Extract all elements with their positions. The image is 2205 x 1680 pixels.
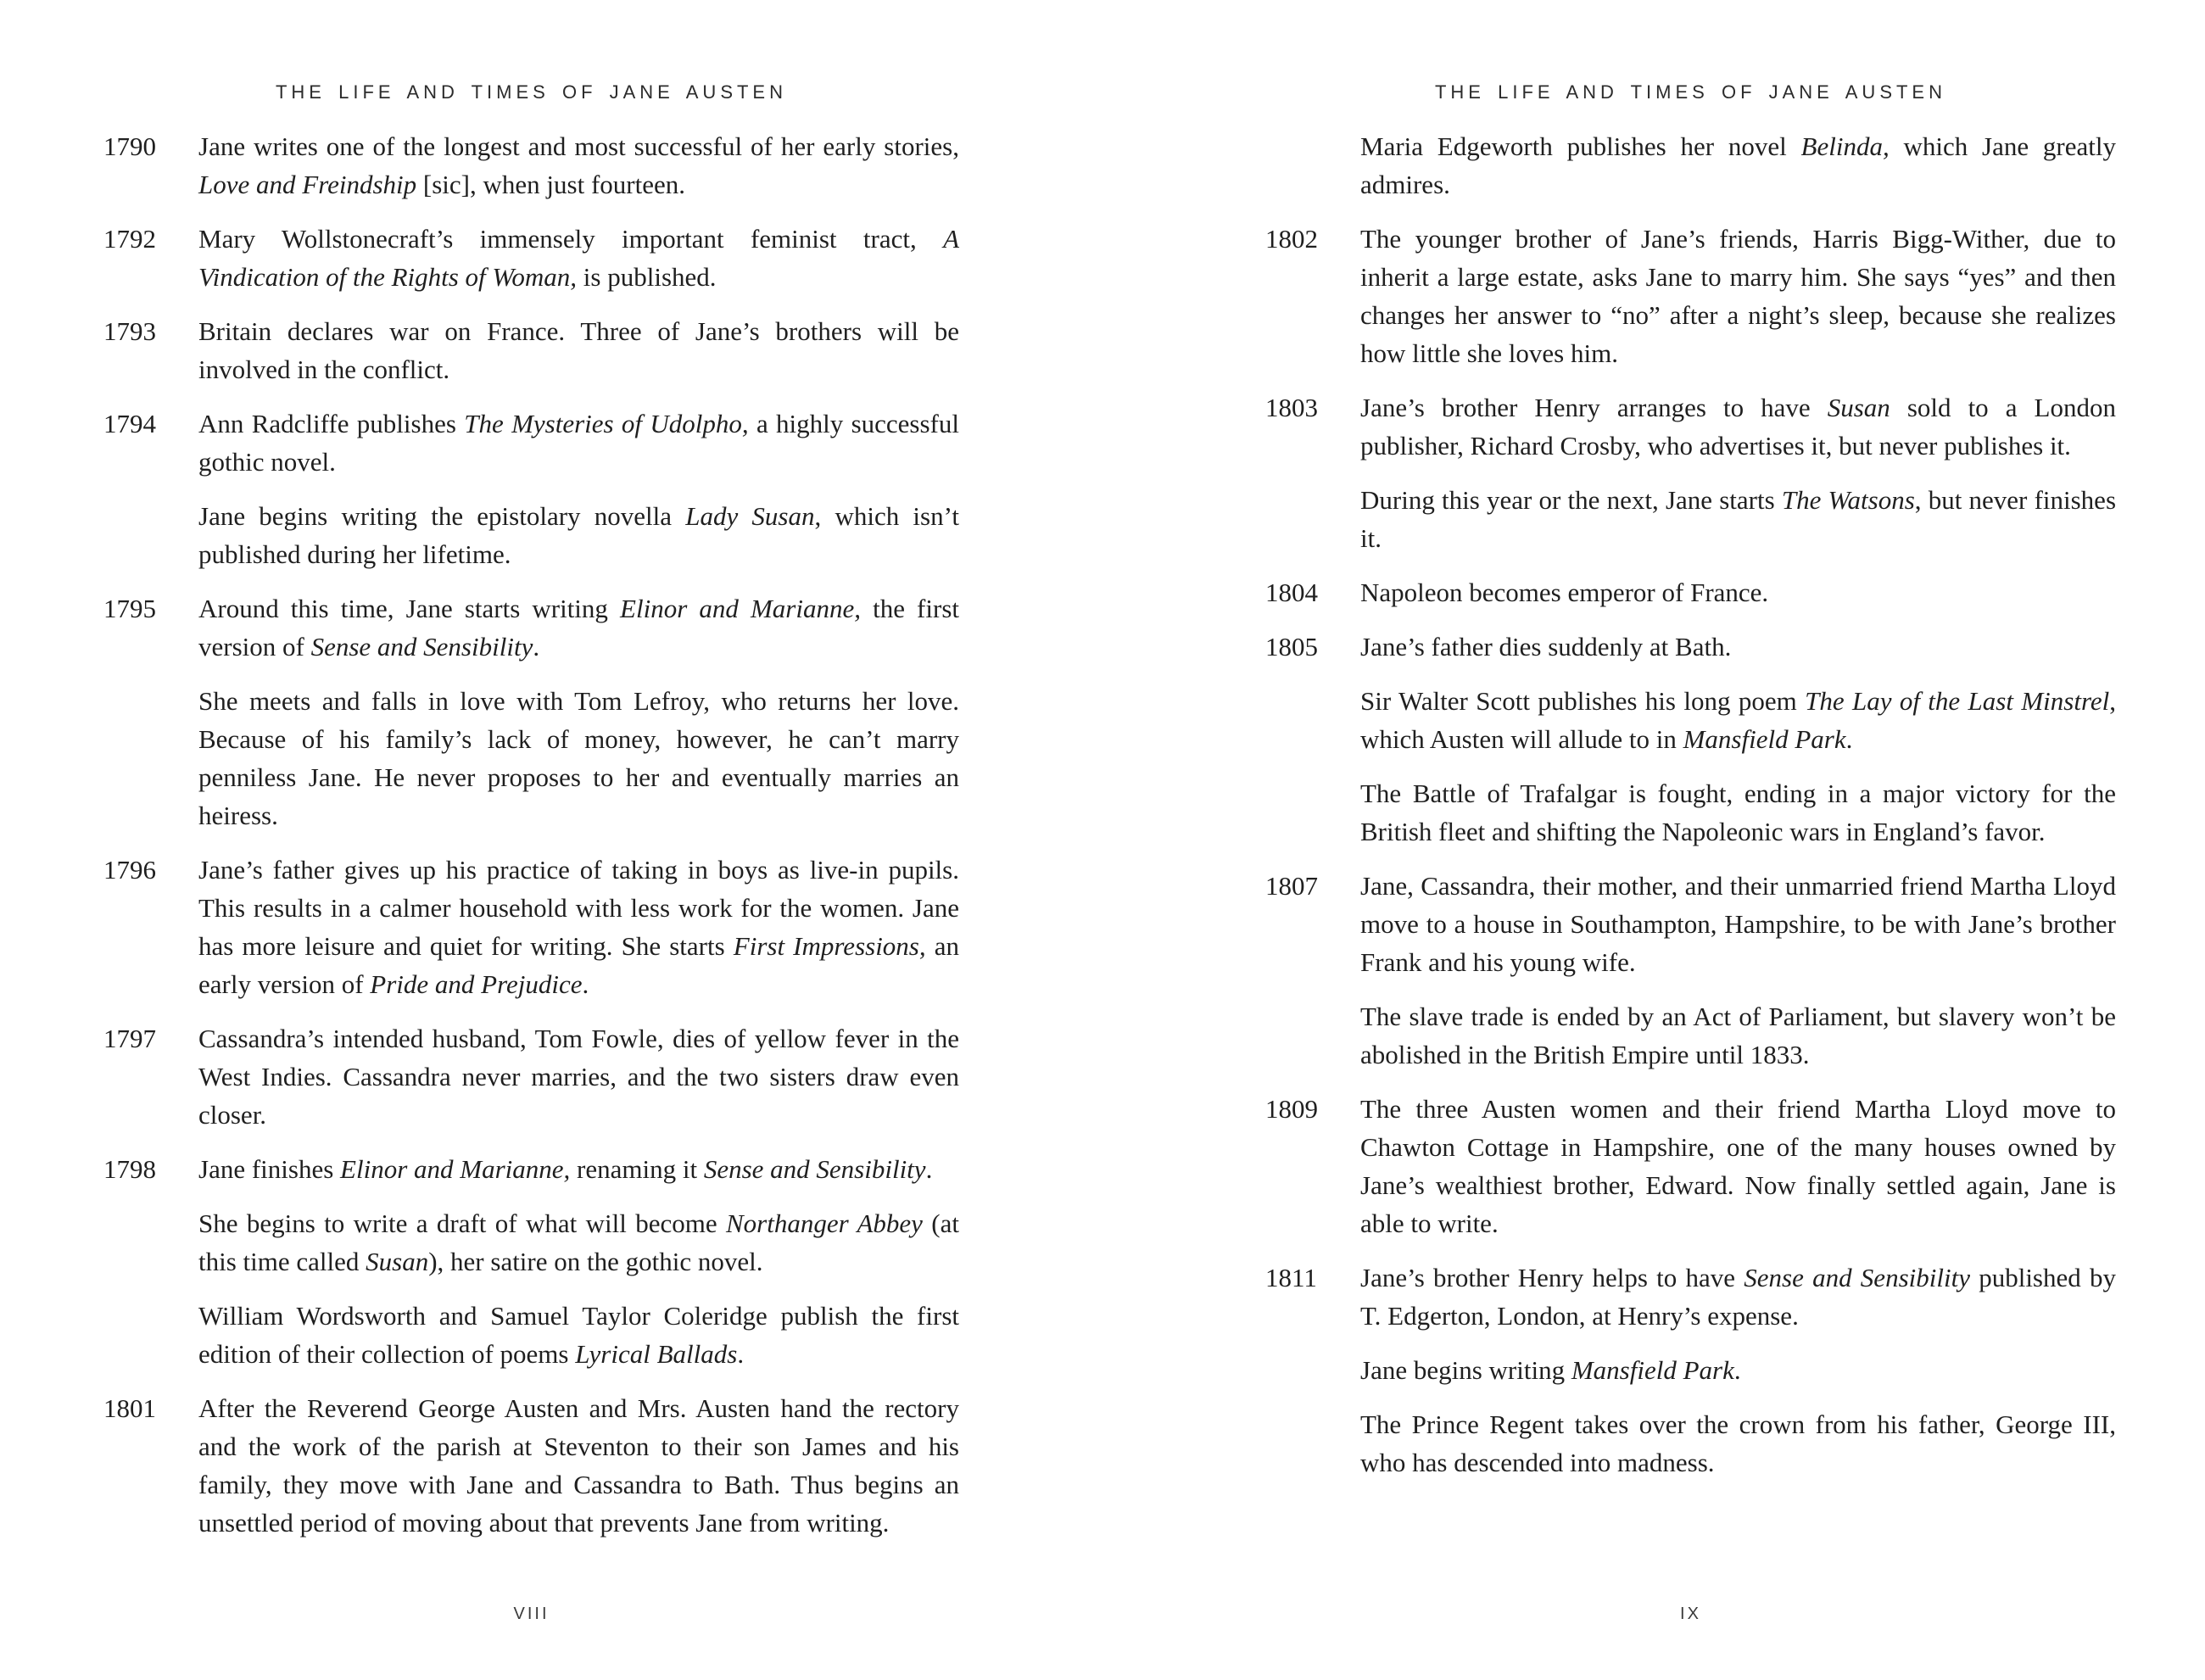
text-run: The Prince Regent takes over the crown from his father, George III, who has descended into madness.	[1360, 1409, 2116, 1477]
text-run: .	[582, 969, 589, 999]
book-title-italic: Pride and Prejudice	[370, 969, 583, 999]
entry-year: 1809	[1265, 1094, 1318, 1124]
book-title-italic: Lyrical Ballads	[575, 1339, 738, 1369]
entry-year: 1804	[1265, 578, 1318, 607]
text-run: published by T. Edgerton, London, at Henry’s expense.	[1360, 1263, 2116, 1331]
timeline-entry	[103, 1019, 959, 1150]
page-left	[0, 0, 1102, 1680]
entry-text	[198, 312, 959, 405]
text-run: Jane begins writing	[1360, 1355, 1571, 1385]
entry-year	[1265, 127, 1360, 220]
text-run: which Jane greatly admires.	[1360, 131, 2116, 199]
text-run: .	[737, 1339, 745, 1369]
text-run: Britain declares war on France. Three of Jane’s brothers will be involved in the conflict.	[198, 316, 959, 384]
book-title-italic: Lady Susan	[685, 501, 815, 531]
book-title-italic: Sense and Sensibility	[310, 632, 533, 661]
timeline-entry	[103, 1389, 959, 1558]
book-title-italic: A Vindication of the Rights of Woman,	[198, 224, 959, 292]
text-run: [sic], when just fourteen.	[416, 170, 685, 199]
entry-year: 1798	[103, 1154, 156, 1184]
timeline-entry	[103, 1150, 959, 1389]
text-run: the first version of	[198, 594, 959, 661]
entry-paragraph	[1360, 867, 2116, 981]
text-run: .	[1733, 1355, 1741, 1385]
text-run: an early version of	[198, 931, 959, 999]
running-header: THE LIFE AND TIMES OF JANE AUSTEN	[275, 81, 787, 103]
book-title-italic: Susan	[366, 1247, 429, 1276]
entry-year: 1790	[103, 131, 156, 161]
entry-year: 1802	[1265, 224, 1318, 254]
text-run: During this year or the next, Jane starts	[1360, 485, 1782, 515]
book-title-italic: Elinor and Marianne,	[340, 1154, 571, 1184]
entry-year: 1792	[103, 224, 156, 254]
entry-year: 1811	[1265, 1263, 1317, 1292]
entry-paragraph	[198, 1297, 959, 1373]
entry-paragraph	[198, 682, 959, 834]
text-run: renaming it	[570, 1154, 704, 1184]
text-run: The three Austen women and their friend Martha Lloyd move to Chawton Cottage in Hampshire, one of the many houses owned by Jane’s wealthiest brother, Edward. Now finally settled again, Jane is able to write.	[1360, 1094, 2116, 1238]
timeline-entry	[103, 589, 959, 851]
entry-paragraph	[198, 851, 959, 1003]
entry-text	[1360, 1259, 2116, 1498]
timeline-entry	[103, 312, 959, 405]
entry-paragraph	[1360, 628, 2116, 666]
entry-paragraph	[198, 1204, 959, 1281]
entry-text	[1360, 127, 2116, 220]
text-run: The slave trade is ended by an Act of Parliament, but slavery won’t be abolished in the British Empire until 1833.	[1360, 1002, 2116, 1069]
entry-text	[198, 1019, 959, 1150]
entry-paragraph	[1360, 481, 2116, 557]
text-run: She meets and falls in love with Tom Lefroy, who returns her love. Because of his family’s lack of money, however, he can’t marry penniless Jane. He never proposes to her and eventually marries an heiress.	[198, 686, 959, 830]
entry-paragraph	[198, 220, 959, 296]
text-run: Ann Radcliffe publishes	[198, 409, 465, 438]
text-run: , but never finishes it.	[1360, 485, 2117, 553]
text-run: William Wordsworth and Samuel Taylor Coleridge publish the first edition of their collection of poems	[198, 1301, 959, 1369]
book-title-italic: The Watsons	[1781, 485, 1915, 515]
timeline-entries-left	[103, 127, 959, 1558]
timeline-entry	[103, 127, 959, 220]
timeline-entry	[1265, 1259, 2116, 1498]
timeline-entry	[1265, 388, 2116, 573]
timeline-entry	[1265, 628, 2116, 867]
timeline-entry	[1265, 220, 2116, 388]
entry-paragraph	[1360, 774, 2116, 851]
text-run: .	[533, 632, 540, 661]
entry-text	[198, 1389, 959, 1558]
entry-paragraph	[1360, 1405, 2116, 1482]
book-title-italic: Love and Freindship	[198, 170, 417, 199]
entry-year: 1797	[103, 1024, 156, 1053]
text-run: Jane, Cassandra, their mother, and their unmarried friend Martha Lloyd move to a house in Southampton, Hampshire, to be with Jane’s brother Frank and his young wife.	[1360, 871, 2116, 977]
text-run: .	[1845, 724, 1853, 754]
entry-paragraph	[198, 1389, 959, 1542]
entry-paragraph	[198, 312, 959, 388]
text-run: The younger brother of Jane’s friends, Harris Bigg-Wither, due to inherit a large estate, asks Jane to marry him. She says “yes” and then changes her answer to “no” after a night’s sleep, because she realizes how little she loves him.	[1360, 224, 2116, 368]
text-run: .	[925, 1154, 933, 1184]
timeline-entry	[1265, 867, 2116, 1090]
book-title-italic: Sense and Sensibility	[703, 1154, 926, 1184]
entry-year: 1805	[1265, 632, 1318, 661]
timeline-entry	[1265, 1090, 2116, 1259]
entry-text	[198, 1150, 959, 1389]
text-run: She begins to write a draft of what will become	[198, 1208, 726, 1238]
entry-year: 1803	[1265, 393, 1318, 422]
entry-text	[1360, 388, 2116, 573]
entry-paragraph	[1360, 1259, 2116, 1335]
entry-paragraph	[1360, 1351, 2116, 1389]
text-run: , which isn’t published during her lifetime.	[198, 501, 959, 569]
entry-text	[198, 851, 959, 1019]
entry-paragraph	[1360, 573, 2116, 611]
entry-paragraph	[198, 1019, 959, 1134]
entry-year: 1796	[103, 855, 156, 885]
entry-year: 1794	[103, 409, 156, 438]
entry-paragraph	[198, 589, 959, 666]
text-run: The Battle of Trafalgar is fought, ending in a major victory for the British fleet and shifting the Napoleonic wars in England’s favor.	[1360, 779, 2116, 846]
entry-paragraph	[1360, 1090, 2116, 1242]
entry-text	[1360, 573, 2116, 628]
timeline-entry	[103, 220, 959, 312]
text-run: Around this time, Jane starts writing	[198, 594, 621, 623]
entry-paragraph	[1360, 127, 2116, 204]
entry-text	[1360, 220, 2116, 388]
entry-text	[1360, 1090, 2116, 1259]
book-title-italic: Mansfield Park	[1571, 1355, 1734, 1385]
book-title-italic: The Lay of the Last Minstrel	[1805, 686, 2110, 716]
timeline-entry	[103, 851, 959, 1019]
text-run: sold to a London publisher, Richard Crosby, who advertises it, but never publishes it.	[1360, 393, 2116, 460]
text-run: , which Austen will allude to in	[1360, 686, 2116, 754]
entry-paragraph	[1360, 388, 2116, 465]
text-run: Jane begins writing the epistolary novella	[198, 501, 686, 531]
entry-paragraph	[198, 405, 959, 481]
page-number: IX	[1680, 1605, 1701, 1623]
book-title-italic: Belinda,	[1800, 131, 1890, 161]
text-run: Jane’s father dies suddenly at Bath.	[1360, 632, 1732, 661]
entry-paragraph	[198, 1150, 959, 1188]
page-number: VIII	[513, 1605, 550, 1623]
entry-paragraph	[1360, 220, 2116, 372]
text-run: is published.	[577, 262, 717, 292]
page-right	[1102, 0, 2205, 1680]
entry-paragraph	[1360, 682, 2116, 758]
entry-text	[1360, 867, 2116, 1090]
timeline-entry	[103, 405, 959, 589]
text-run: Jane’s father gives up his practice of taking in boys as live-in pupils. This results in a calmer household with less work for the women. Jane has more leisure and quiet for writing. She starts	[198, 855, 959, 961]
book-title-italic: First Impressions,	[733, 931, 926, 961]
entry-text	[198, 405, 959, 589]
book-title-italic: Northanger Abbey	[725, 1208, 923, 1238]
text-run: Sir Walter Scott publishes his long poem	[1360, 686, 1806, 716]
text-run: Jane’s brother Henry arranges to have	[1360, 393, 1828, 422]
entry-paragraph	[198, 127, 959, 204]
entry-year: 1793	[103, 316, 156, 346]
entry-text	[198, 220, 959, 312]
entry-paragraph	[198, 497, 959, 573]
text-run: (at this time called	[198, 1208, 959, 1276]
book-title-italic: Susan	[1827, 393, 1890, 422]
timeline-entry	[1265, 573, 2116, 628]
entry-year: 1807	[1265, 871, 1318, 901]
text-run: Jane writes one of the longest and most successful of her early stories,	[198, 131, 959, 161]
text-run: Mary Wollstonecraft’s immensely important feminist tract,	[198, 224, 944, 254]
timeline-entries-right	[1265, 127, 2116, 1498]
text-run: Napoleon becomes emperor of France.	[1360, 578, 1769, 607]
text-run: Jane finishes	[198, 1154, 341, 1184]
entry-text	[198, 589, 959, 851]
text-run: Cassandra’s intended husband, Tom Fowle, dies of yellow fever in the West Indies. Cassandra never marries, and the two sisters draw even closer.	[198, 1024, 959, 1130]
text-run: a highly successful gothic novel.	[198, 409, 959, 477]
book-title-italic: Mansfield Park	[1683, 724, 1846, 754]
text-run: After the Reverend George Austen and Mrs. Austen hand the rectory and the work of the parish at Steventon to their son James and his family, they move with Jane and Cassandra to Bath. Thus begins an unsettled period of moving about that prevents Jane from writing.	[198, 1393, 959, 1538]
entry-text	[198, 127, 959, 220]
text-run: Jane’s brother Henry helps to have	[1360, 1263, 1744, 1292]
book-title-italic: Elinor and Marianne,	[620, 594, 861, 623]
timeline-entry	[1265, 127, 2116, 220]
entry-paragraph	[1360, 997, 2116, 1074]
text-run: Maria Edgeworth publishes her novel	[1360, 131, 1801, 161]
book-title-italic: Sense and Sensibility	[1744, 1263, 1970, 1292]
running-header: THE LIFE AND TIMES OF JANE AUSTEN	[1434, 81, 1946, 103]
entry-year: 1801	[103, 1393, 156, 1423]
entry-text	[1360, 628, 2116, 867]
entry-year: 1795	[103, 594, 156, 623]
text-run: ), her satire on the gothic novel.	[428, 1247, 763, 1276]
book-title-italic: The Mysteries of Udolpho,	[464, 409, 749, 438]
